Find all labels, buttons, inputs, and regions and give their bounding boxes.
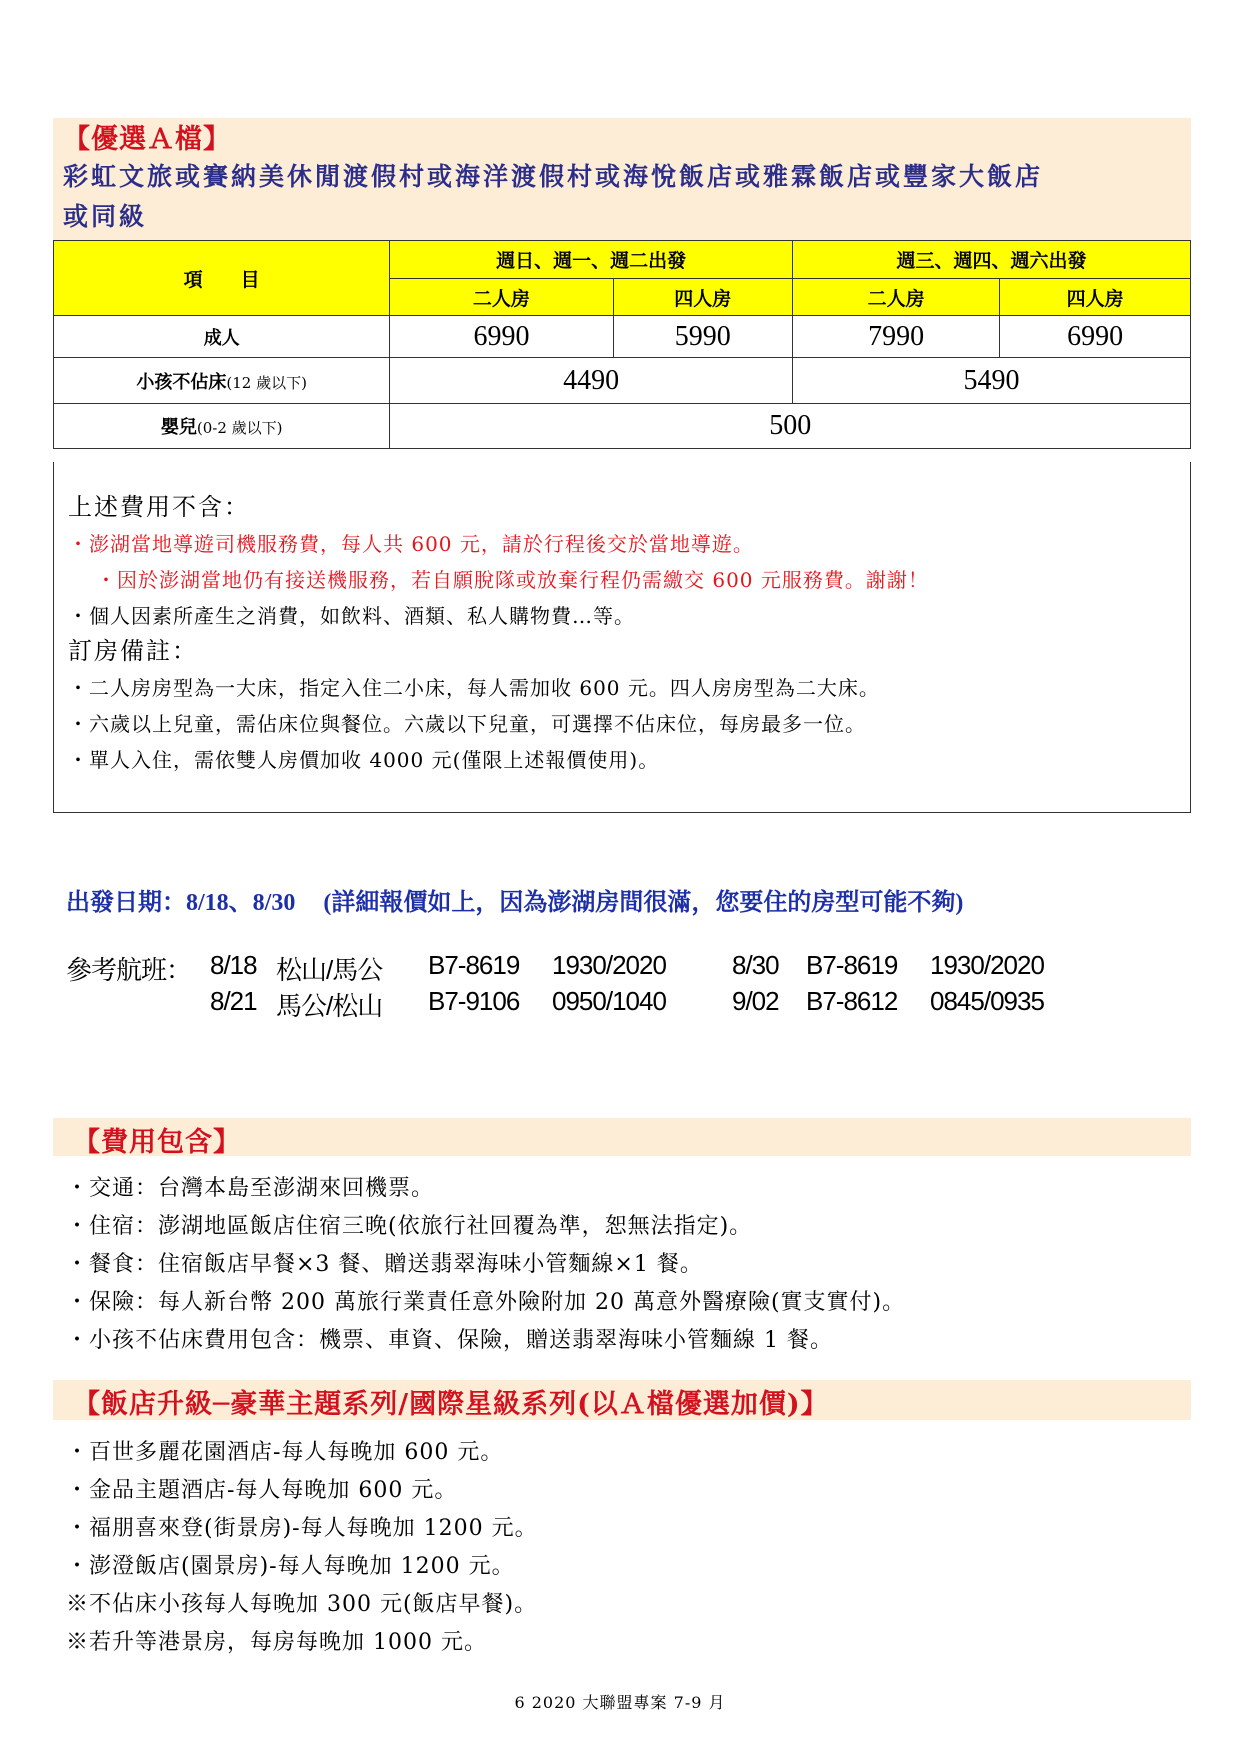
upgrades-header xyxy=(53,1380,1191,1420)
inclusions-header xyxy=(53,1118,1191,1156)
inclusions-list xyxy=(66,1170,905,1360)
room-header-four: 四人房 xyxy=(613,279,792,316)
flight-time: 1930/2020 xyxy=(930,950,1044,980)
flight-number: B7-8612 xyxy=(806,986,898,1016)
list-item: ・保險：每人新台幣 200 萬旅行業責任意外險附加 20 萬意外醫療險(實支實付)。 xyxy=(66,1290,906,1315)
group-header-weekday: 週日、週一、週二出發 xyxy=(390,241,793,279)
table-row xyxy=(54,404,1191,449)
flight-date: 8/18 xyxy=(210,950,257,980)
price-cell: 6990 xyxy=(1000,316,1191,358)
list-item: ・福朋喜來登(街景房)-每人每晚加 1200 元。 xyxy=(66,1516,538,1541)
package-title: 【優選Ａ檔】 xyxy=(63,124,231,155)
table-row xyxy=(54,358,1191,404)
upgrades-list xyxy=(66,1434,538,1662)
room-header-four: 四人房 xyxy=(1000,279,1191,316)
list-item: ・金品主題酒店-每人每晚加 600 元。 xyxy=(66,1478,458,1503)
departure-line xyxy=(66,882,963,917)
excluded-item: ・個人因素所產生之消費，如飲料、酒類、私人購物費…等。 xyxy=(68,604,635,628)
room-header-two: 二人房 xyxy=(792,279,999,316)
package-header xyxy=(53,118,1191,240)
price-cell: 4490 xyxy=(390,358,793,404)
item-header: 項 目 xyxy=(54,241,390,316)
upgrades-title: 【飯店升級─豪華主題系列/國際星級系列(以Ａ檔優選加價)】 xyxy=(73,1389,829,1420)
flight-time: 1930/2020 xyxy=(552,950,666,980)
inclusions-title: 【費用包含】 xyxy=(73,1127,241,1158)
flight-route: 馬公/松山 xyxy=(276,991,383,1021)
booking-item: ・六歲以上兒童，需佔床位與餐位。六歲以下兒童，可選擇不佔床位，每房最多一位。 xyxy=(68,712,866,736)
booking-item: ・單人入住，需依雙人房價加收 4000 元(僅限上述報價使用)。 xyxy=(68,748,660,772)
flight-number: B7-8619 xyxy=(806,950,898,980)
list-item: ※不佔床小孩每人每晚加 300 元(飯店早餐)。 xyxy=(66,1592,538,1617)
list-item: ・小孩不佔床費用包含：機票、車資、保險，贈送翡翠海味小管麵線 1 餐。 xyxy=(66,1328,833,1353)
list-item: ・住宿：澎湖地區飯店住宿三晚(依旅行社回覆為準，恕無法指定)。 xyxy=(66,1214,753,1239)
departure-dates: 出發日期：8/18、8/30 xyxy=(66,890,296,916)
booking-title: 訂房備註： xyxy=(68,637,198,665)
departure-note: (詳細報價如上，因為澎湖房間很滿，您要住的房型可能不夠) xyxy=(323,890,964,916)
flight-date: 8/21 xyxy=(210,986,257,1016)
flight-number: B7-8619 xyxy=(428,950,520,980)
group-header-weekend: 週三、週四、週六出發 xyxy=(792,241,1190,279)
booking-item: ・二人房房型為一大床，指定入住二小床，每人需加收 600 元。四人房房型為二大床。 xyxy=(68,676,880,700)
table-row xyxy=(54,316,1191,358)
row-label: 嬰兒(0-2 歲以下) xyxy=(54,404,390,449)
list-item: ・交通：台灣本島至澎湖來回機票。 xyxy=(66,1176,435,1201)
room-header-two: 二人房 xyxy=(390,279,613,316)
row-label: 小孩不佔床(12 歲以下) xyxy=(54,358,390,404)
flight-route: 松山/馬公 xyxy=(276,955,383,985)
excluded-item: ・因於澎湖當地仍有接送機服務，若自願脫隊或放棄行程仍需繳交 600 元服務費。謝謝！ xyxy=(96,568,929,592)
page-footer: 6 2020 大聯盟專案 7-9 月 xyxy=(514,1693,726,1712)
excluded-item: ・澎湖當地導遊司機服務費，每人共 600 元，請於行程後交於當地導遊。 xyxy=(68,532,754,556)
flight-date: 8/30 xyxy=(732,950,779,980)
price-table xyxy=(53,240,1191,449)
price-cell: 5490 xyxy=(792,358,1190,404)
hotel-list-line-1: 彩虹文旅或賽納美休閒渡假村或海洋渡假村或海悅飯店或雅霖飯店或豐家大飯店 xyxy=(63,162,1044,191)
hotel-list-line-2: 或同級 xyxy=(63,202,148,231)
list-item: ・澎澄飯店(園景房)-每人每晚加 1200 元。 xyxy=(66,1554,515,1579)
row-label: 成人 xyxy=(54,316,390,358)
flight-number: B7-9106 xyxy=(428,986,520,1016)
price-cell: 6990 xyxy=(390,316,613,358)
price-cell: 500 xyxy=(390,404,1191,449)
list-item: ※若升等港景房，每房每晚加 1000 元。 xyxy=(66,1630,487,1655)
price-cell: 5990 xyxy=(613,316,792,358)
flight-time: 0845/0935 xyxy=(930,986,1044,1016)
flight-label: 參考航班： xyxy=(66,955,192,985)
list-item: ・百世多麗花園酒店-每人每晚加 600 元。 xyxy=(66,1440,504,1465)
flight-time: 0950/1040 xyxy=(552,986,666,1016)
notes-box xyxy=(53,462,1191,813)
list-item: ・餐食：住宿飯店早餐×3 餐、贈送翡翠海味小管麵線×1 餐。 xyxy=(66,1252,703,1277)
flight-date: 9/02 xyxy=(732,986,779,1016)
price-cell: 7990 xyxy=(792,316,999,358)
excluded-title: 上述費用不含： xyxy=(68,493,250,521)
